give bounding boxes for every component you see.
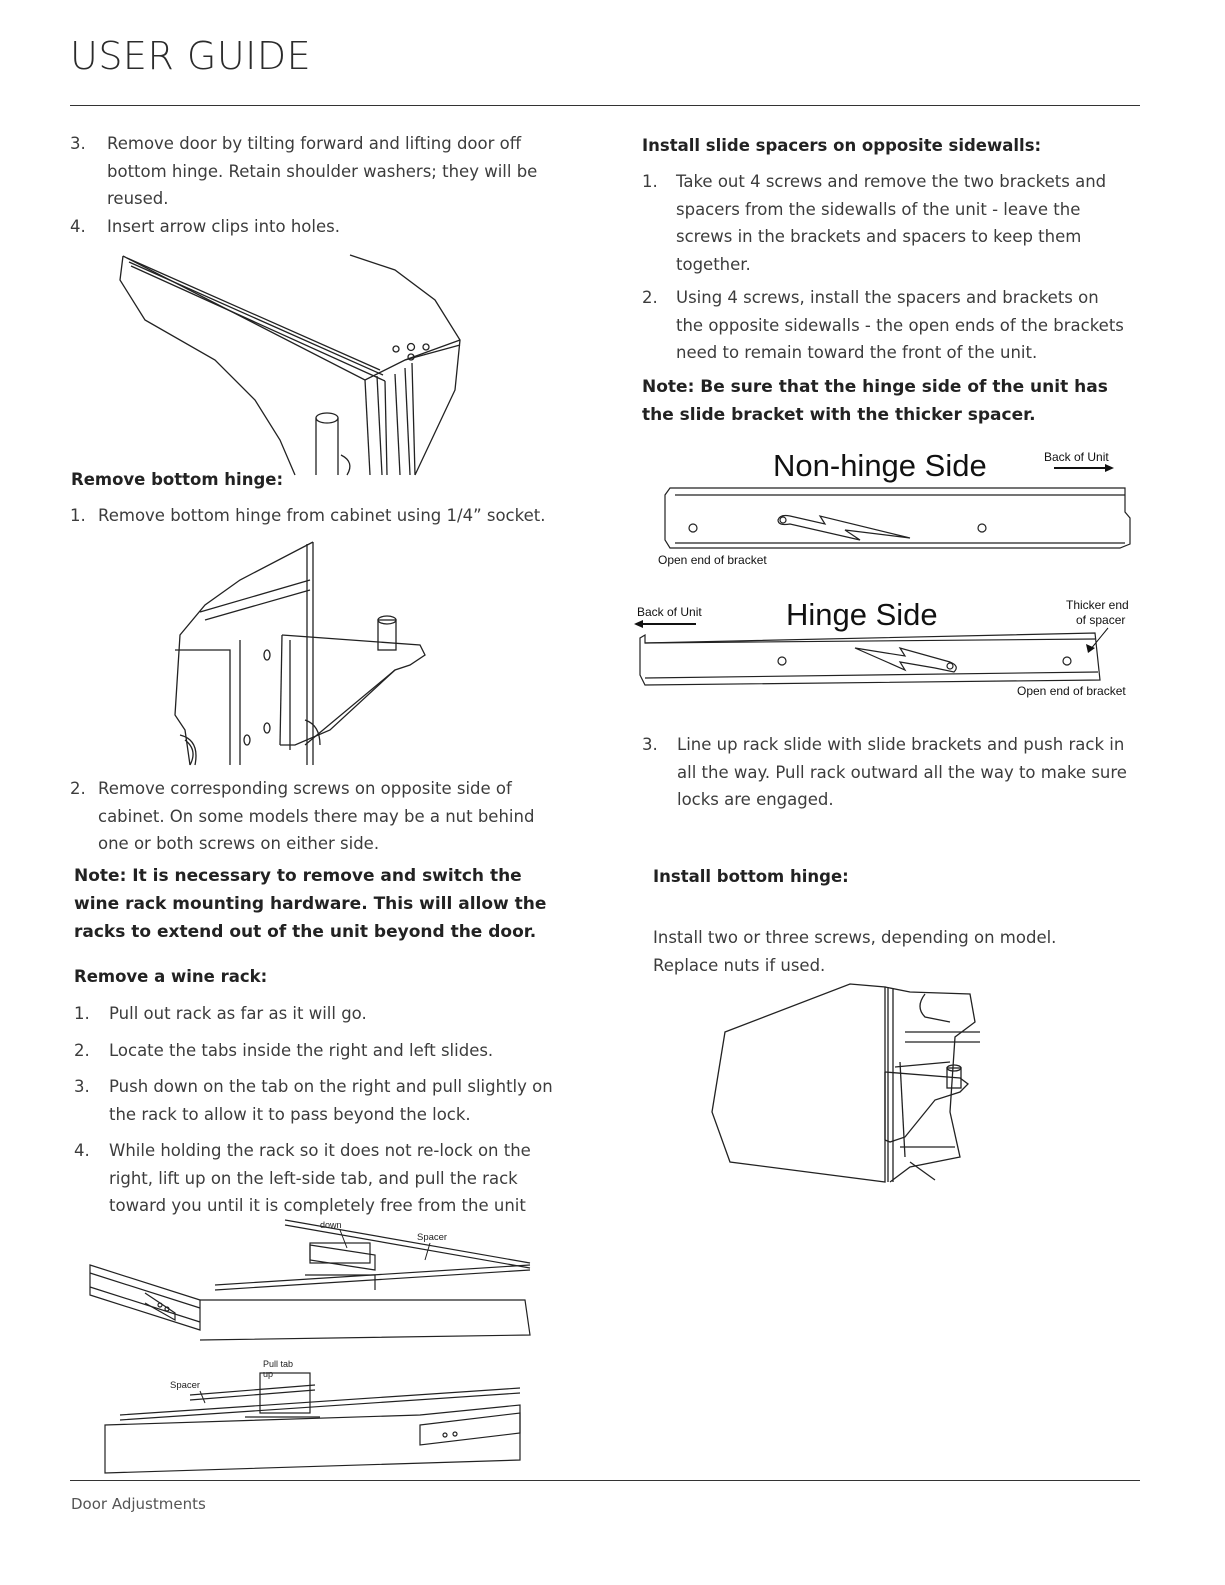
step-line: Remove bottom hinge from cabinet using 1/4” socket.: [98, 506, 546, 525]
step-number: 3.: [70, 134, 86, 153]
body-line: Replace nuts if used.: [653, 955, 826, 975]
list-item: [74, 1073, 594, 1131]
bottom-hinge-illustration: [170, 540, 435, 770]
step-line: screws in the brackets and spacers to keep them: [676, 227, 1082, 246]
open-end-label-left: Open end of bracket: [658, 553, 767, 567]
list-item: [74, 1000, 594, 1030]
section-heading-remove-hinge: Remove bottom hinge:: [71, 470, 284, 489]
list-item: [70, 502, 590, 532]
step-line: Line up rack slide with slide brackets and push rack in: [677, 735, 1125, 754]
note-line: racks to extend out of the unit beyond the door.: [74, 922, 537, 942]
list-item: [642, 284, 1142, 369]
step-line: Remove corresponding screws on opposite side of: [98, 779, 512, 798]
step-line: spacers from the sidewalls of the unit - leave the: [676, 199, 1081, 219]
note-line: Note: Be sure that the hinge side of the unit has: [642, 377, 1108, 397]
step-line: Locate the tabs inside the right and left slides.: [109, 1041, 494, 1060]
step-line: one or both screws on either side.: [98, 834, 380, 853]
door-corner-illustration: [115, 250, 475, 478]
open-end-label-right: Open end of bracket: [1017, 684, 1126, 698]
note-thicker-spacer: [642, 373, 1142, 429]
list-item: [70, 775, 590, 860]
list-item: [74, 1137, 594, 1222]
list-item: [74, 1037, 594, 1067]
step-line: the rack to allow it to pass beyond the lock.: [109, 1104, 471, 1124]
rack-removal-figure-down: [85, 1215, 535, 1345]
step-line: toward you until it is completely free from the unit: [109, 1196, 526, 1215]
section-heading-remove-rack: Remove a wine rack:: [74, 967, 268, 986]
page-title: USER GUIDE: [70, 34, 312, 78]
step-number: 3.: [642, 735, 658, 754]
body-line: Install two or three screws, depending on model.: [653, 928, 1057, 947]
step-line: the opposite sidewalls - the open ends of the brackets: [676, 315, 1124, 335]
note-line: the slide bracket with the thicker spacer.: [642, 405, 1036, 425]
section-heading-install-hinge: Install bottom hinge:: [653, 867, 849, 886]
label-pull-tab: Pull tab: [263, 1359, 294, 1369]
back-of-unit-label-left: Back of Unit: [637, 605, 702, 619]
note-hardware: [74, 862, 594, 946]
step-number: 1.: [70, 506, 86, 525]
step-line: bottom hinge. Retain shoulder washers; they will be: [107, 161, 538, 181]
footer-text: Door Adjustments: [71, 1495, 206, 1513]
step-number: 2.: [70, 779, 86, 798]
step-number: 2.: [74, 1041, 90, 1060]
list-item: [642, 731, 1152, 816]
step-number: 1.: [642, 172, 658, 191]
list-item: [70, 130, 590, 215]
step-line: cabinet. On some models there may be a nut behind: [98, 806, 535, 826]
step-line: locks are engaged.: [677, 790, 834, 809]
install-hinge-text: [653, 924, 1133, 982]
step-line: all the way. Pull rack outward all the way to make sure: [677, 762, 1127, 782]
install-hinge-illustration: [710, 982, 980, 1187]
step-line: need to remain toward the front of the unit.: [676, 343, 1038, 362]
step-line: Insert arrow clips into holes.: [107, 217, 340, 236]
bracket-diagram: [630, 440, 1140, 710]
step-line: Push down on the tab on the right and pull slightly on: [109, 1077, 553, 1096]
step-line: together.: [676, 254, 751, 274]
thicker-end-label: Thicker end: [1066, 598, 1129, 612]
hinge-side-title: Hinge Side: [786, 597, 938, 632]
list-item: [642, 168, 1142, 280]
note-line: Note: It is necessary to remove and switch the: [74, 866, 522, 886]
note-line: wine rack mounting hardware. This will allow the: [74, 894, 547, 914]
step-line: reused.: [107, 189, 169, 208]
step-number: 3.: [74, 1077, 90, 1096]
label-down: down: [320, 1220, 342, 1230]
step-line: Using 4 screws, install the spacers and brackets on: [676, 288, 1099, 307]
step-line: Take out 4 screws and remove the two brackets and: [676, 172, 1107, 191]
step-number: 4.: [70, 217, 86, 236]
step-number: 4.: [74, 1141, 90, 1160]
header-divider: [70, 105, 1140, 106]
back-of-unit-label-right: Back of Unit: [1044, 450, 1109, 464]
list-item: [70, 213, 590, 243]
step-line: While holding the rack so it does not re-lock on the: [109, 1141, 531, 1160]
step-line: Pull out rack as far as it will go.: [109, 1004, 367, 1023]
label-up: up: [263, 1369, 274, 1379]
step-line: Remove door by tilting forward and lifting door off: [107, 134, 522, 153]
label-spacer: Spacer: [417, 1232, 448, 1243]
of-spacer-label: of spacer: [1076, 613, 1126, 627]
footer-divider: [70, 1480, 1140, 1481]
step-line: right, lift up on the left-side tab, and pull the rack: [109, 1168, 518, 1188]
nonhinge-side-title: Non-hinge Side: [773, 448, 987, 483]
section-heading-install-spacers: Install slide spacers on opposite sidewalls:: [642, 136, 1042, 155]
rack-removal-figure-up: [100, 1355, 525, 1480]
label-spacer-2: Spacer: [170, 1380, 201, 1391]
step-number: 1.: [74, 1004, 90, 1023]
step-number: 2.: [642, 288, 658, 307]
